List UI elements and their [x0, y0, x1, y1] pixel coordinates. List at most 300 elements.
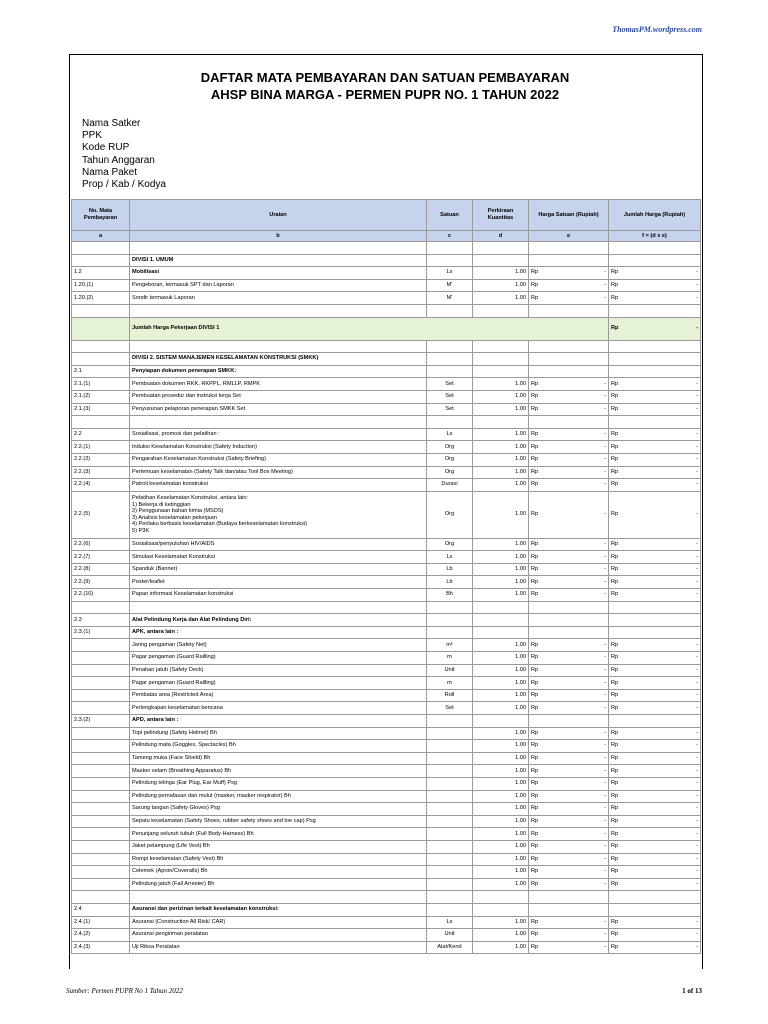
price-content	[611, 931, 698, 938]
price-content	[531, 881, 606, 888]
cell-jumlah	[609, 929, 701, 942]
currency-label: Rp	[531, 405, 539, 412]
table-row	[72, 815, 701, 828]
cell-kuantitas: 1.00	[473, 453, 529, 466]
price-content	[531, 856, 606, 863]
empty-cell	[427, 242, 473, 255]
amount-value: -	[604, 818, 606, 825]
cell-jumlah	[609, 878, 701, 891]
table-row	[72, 740, 701, 753]
currency-label: Rp	[531, 641, 539, 648]
code-b: b	[130, 231, 427, 242]
currency-label: Rp	[611, 294, 619, 301]
cell-satuan: Alat/Kend	[427, 941, 473, 954]
amount-value: -	[604, 282, 606, 289]
currency-label: Rp	[531, 540, 539, 547]
price-content	[611, 282, 698, 289]
table-row	[72, 765, 701, 778]
cell-satuan: m²	[427, 639, 473, 652]
currency-label: Rp	[531, 578, 539, 585]
table-row	[72, 378, 701, 391]
cell-harga	[529, 365, 609, 378]
currency-label: Rp	[611, 666, 619, 673]
cell-satuan	[427, 365, 473, 378]
price-content	[611, 444, 698, 451]
cell-satuan: m	[427, 652, 473, 665]
table-row	[72, 353, 701, 366]
cell-no	[72, 677, 130, 690]
amount-value: -	[696, 540, 698, 547]
amount-value: -	[604, 843, 606, 850]
cell-kuantitas: 1.00	[473, 639, 529, 652]
currency-label: Rp	[531, 431, 539, 438]
cell-harga	[529, 803, 609, 816]
currency-label: Rp	[531, 566, 539, 573]
cell-no: 2.2.(2)	[72, 453, 130, 466]
table-row	[72, 466, 701, 479]
code-a: a	[72, 231, 130, 242]
cell-jumlah	[609, 378, 701, 391]
currency-label: Rp	[611, 468, 619, 475]
cell-kuantitas: 1.00	[473, 576, 529, 589]
cell-jumlah	[609, 551, 701, 564]
amount-value: -	[604, 393, 606, 400]
amount-value: -	[696, 767, 698, 774]
price-content	[611, 325, 698, 332]
cell-jumlah	[609, 428, 701, 441]
cell-jumlah	[609, 538, 701, 551]
table-row	[72, 941, 701, 954]
table-row	[72, 752, 701, 765]
amount-value: -	[696, 641, 698, 648]
code-d: d	[473, 231, 529, 242]
table-row	[72, 441, 701, 454]
cell-kuantitas: 1.00	[473, 428, 529, 441]
price-content	[611, 705, 698, 712]
cell-jumlah	[609, 752, 701, 765]
price-content	[611, 642, 698, 649]
currency-label: Rp	[531, 755, 539, 762]
header-no: No. Mata Pembayaran	[72, 200, 130, 231]
price-content	[611, 944, 698, 951]
table-row	[72, 903, 701, 916]
blank-row	[72, 242, 701, 255]
table-row	[72, 365, 701, 378]
table-row	[72, 428, 701, 441]
cell-uraian: Pertemuan keselamatan (Safety Talk dan/atau Tool Box Meeting)	[130, 466, 427, 479]
table-row	[72, 538, 701, 551]
amount-value: -	[604, 641, 606, 648]
table-row	[72, 715, 701, 728]
empty-cell	[529, 340, 609, 353]
cell-harga	[529, 441, 609, 454]
code-f: f = (d x e)	[609, 231, 701, 242]
cell-harga	[529, 727, 609, 740]
amount-value: -	[696, 566, 698, 573]
cell-uraian: DIVISI 2. SISTEM MANAJEMEN KESELAMATAN KONSTRUKSI (SMKK)	[130, 353, 427, 366]
cell-uraian: Sosialisasi, promosi dan pelatihan :	[130, 428, 427, 441]
cell-uraian: Sosialisasi/penyuluhan HIV/AIDS	[130, 538, 427, 551]
currency-label: Rp	[611, 780, 619, 787]
price-content	[611, 554, 698, 561]
cell-harga	[529, 254, 609, 267]
price-content	[611, 456, 698, 463]
price-content	[531, 469, 606, 476]
currency-label: Rp	[611, 578, 619, 585]
cell-no: 1.20.(2)	[72, 292, 130, 305]
currency-label: Rp	[531, 511, 539, 518]
empty-cell	[609, 304, 701, 317]
cell-satuan	[427, 777, 473, 790]
cell-harga	[529, 639, 609, 652]
empty-cell	[473, 601, 529, 614]
amount-value: -	[604, 830, 606, 837]
amount-value: -	[696, 269, 698, 276]
cell-uraian: Pelindung jatuh (Fall Arrester) Bh	[130, 878, 427, 891]
meta-fields	[82, 118, 166, 191]
cell-satuan: Org	[427, 441, 473, 454]
currency-label: Rp	[531, 805, 539, 812]
cell-satuan	[427, 815, 473, 828]
empty-cell	[609, 340, 701, 353]
cell-harga	[529, 689, 609, 702]
cell-uraian: APD, antara lain :	[130, 715, 427, 728]
amount-value: -	[696, 918, 698, 925]
table-header-row	[72, 200, 701, 231]
empty-cell	[130, 340, 427, 353]
cell-no	[72, 840, 130, 853]
cell-jumlah	[609, 941, 701, 954]
cell-harga	[529, 626, 609, 639]
table-row	[72, 702, 701, 715]
blank-row	[72, 304, 701, 317]
currency-label: Rp	[531, 393, 539, 400]
cell-satuan: Lb	[427, 576, 473, 589]
cell-jumlah	[609, 267, 701, 280]
blank-row	[72, 891, 701, 904]
cell-satuan: M'	[427, 292, 473, 305]
cell-no	[72, 689, 130, 702]
cell-harga	[529, 664, 609, 677]
cell-no: 2.3	[72, 614, 130, 627]
price-content	[531, 768, 606, 775]
cell-jumlah	[609, 803, 701, 816]
currency-label: Rp	[611, 843, 619, 850]
meta-nama-paket: Nama Paket	[82, 166, 138, 178]
amount-value: -	[696, 325, 698, 332]
cell-jumlah	[609, 652, 701, 665]
cell-jumlah	[609, 715, 701, 728]
cell-harga	[529, 702, 609, 715]
table-row	[72, 453, 701, 466]
currency-label: Rp	[531, 654, 539, 661]
currency-label: Rp	[531, 468, 539, 475]
amount-value: -	[604, 591, 606, 598]
amount-value: -	[696, 282, 698, 289]
cell-jumlah	[609, 765, 701, 778]
cell-kuantitas	[473, 365, 529, 378]
cell-satuan	[427, 878, 473, 891]
cell-no	[72, 765, 130, 778]
cell-satuan: m	[427, 677, 473, 690]
cell-jumlah	[609, 903, 701, 916]
empty-cell	[72, 304, 130, 317]
cell-kuantitas: 1.00	[473, 403, 529, 416]
cell-jumlah	[609, 626, 701, 639]
currency-label: Rp	[611, 641, 619, 648]
price-content	[611, 831, 698, 838]
price-content	[611, 381, 698, 388]
cell-kuantitas	[473, 353, 529, 366]
cell-kuantitas: 1.00	[473, 479, 529, 492]
cell-jumlah	[609, 563, 701, 576]
amount-value: -	[604, 468, 606, 475]
cell-no: 2.4.(3)	[72, 941, 130, 954]
cell-harga	[529, 790, 609, 803]
currency-label: Rp	[531, 692, 539, 699]
amount-value: -	[696, 468, 698, 475]
cell-kuantitas: 1.00	[473, 878, 529, 891]
cell-jumlah	[609, 840, 701, 853]
cell-uraian: Jaket pelampung (Life Vest) Bh	[130, 840, 427, 853]
title-line-1: DAFTAR MATA PEMBAYARAN DAN SATUAN PEMBAYARAN	[200, 70, 570, 85]
cell-kuantitas: 1.00	[473, 803, 529, 816]
price-content	[611, 742, 698, 749]
cell-harga	[529, 428, 609, 441]
price-content	[531, 919, 606, 926]
cell-uraian: Uji Riksa Peralatan	[130, 941, 427, 954]
cell-kuantitas	[473, 903, 529, 916]
currency-label: Rp	[611, 729, 619, 736]
empty-cell	[529, 891, 609, 904]
amount-value: -	[696, 511, 698, 518]
cell-no	[72, 727, 130, 740]
cell-kuantitas: 1.00	[473, 727, 529, 740]
price-content	[531, 730, 606, 737]
currency-label: Rp	[611, 405, 619, 412]
table-row	[72, 727, 701, 740]
price-content	[611, 431, 698, 438]
price-content	[531, 282, 606, 289]
empty-cell	[130, 601, 427, 614]
amount-value: -	[604, 742, 606, 749]
cell-satuan: Set	[427, 390, 473, 403]
currency-label: Rp	[531, 792, 539, 799]
price-content	[611, 843, 698, 850]
price-content	[611, 406, 698, 413]
cell-uraian: Asuransi pengiriman peralatan	[130, 929, 427, 942]
cell-satuan	[427, 803, 473, 816]
cell-no	[72, 752, 130, 765]
currency-label: Rp	[611, 393, 619, 400]
amount-value: -	[696, 553, 698, 560]
uraian-line: 4) Perilaku berbasis keselamatan (Budaya berkeselamatan konstruksi)	[132, 521, 308, 528]
cell-jumlah	[609, 292, 701, 305]
price-content	[611, 755, 698, 762]
price-content	[611, 768, 698, 775]
empty-cell	[72, 416, 130, 429]
amount-value: -	[604, 456, 606, 463]
price-content	[531, 579, 606, 586]
cell-harga	[529, 563, 609, 576]
cell-no	[72, 254, 130, 267]
blank-row	[72, 340, 701, 353]
cell-uraian: Pelindung telinga (Ear Plug, Ear Muff) Psg	[130, 777, 427, 790]
cell-kuantitas: 1.00	[473, 815, 529, 828]
cell-no: 2.2.(4)	[72, 479, 130, 492]
price-content	[531, 868, 606, 875]
cell-jumlah	[609, 466, 701, 479]
amount-value: -	[696, 443, 698, 450]
currency-label: Rp	[531, 855, 539, 862]
header-jumlah: Jumlah Harga (Rupiah)	[609, 200, 701, 231]
cell-satuan	[427, 353, 473, 366]
price-content	[531, 554, 606, 561]
cell-no: 2.3.(2)	[72, 715, 130, 728]
cell-jumlah	[609, 365, 701, 378]
cell-harga	[529, 916, 609, 929]
cell-no: 2.2.(3)	[72, 466, 130, 479]
currency-label: Rp	[611, 380, 619, 387]
cell-no: 2.1.(2)	[72, 390, 130, 403]
empty-cell	[529, 304, 609, 317]
price-content	[611, 654, 698, 661]
cell-kuantitas: 1.00	[473, 740, 529, 753]
amount-value: -	[696, 666, 698, 673]
cell-harga	[529, 403, 609, 416]
cell-no	[72, 353, 130, 366]
currency-label: Rp	[611, 269, 619, 276]
currency-label: Rp	[611, 443, 619, 450]
table-row	[72, 626, 701, 639]
cell-kuantitas: 1.00	[473, 267, 529, 280]
cell-satuan: Set	[427, 403, 473, 416]
currency-label: Rp	[531, 818, 539, 825]
currency-label: Rp	[611, 931, 619, 938]
cell-jumlah	[609, 664, 701, 677]
cell-jumlah	[609, 317, 701, 340]
cell-no: 1.20.(1)	[72, 279, 130, 292]
empty-cell	[427, 304, 473, 317]
amount-value: -	[696, 855, 698, 862]
currency-label: Rp	[611, 325, 619, 332]
price-content	[531, 566, 606, 573]
amount-value: -	[604, 943, 606, 950]
cell-uraian: Induksi Keselamatan Konstruksi (Safety Induction)	[130, 441, 427, 454]
price-content	[531, 944, 606, 951]
cell-uraian: Pembatas area (Restricted Area)	[130, 689, 427, 702]
amount-value: -	[604, 405, 606, 412]
table-row	[72, 614, 701, 627]
cell-harga	[529, 279, 609, 292]
cell-jumlah	[609, 916, 701, 929]
amount-value: -	[696, 481, 698, 488]
meta-kode-rup: Kode RUP	[82, 142, 130, 154]
cell-no: 2.2.(5)	[72, 491, 130, 538]
cell-satuan: Org	[427, 466, 473, 479]
amount-value: -	[696, 654, 698, 661]
cell-jumlah	[609, 740, 701, 753]
cell-no	[72, 777, 130, 790]
cell-harga	[529, 551, 609, 564]
uraian-line: 2) Penggunaan bahan kimia (MSDS)	[132, 508, 224, 515]
cell-harga	[529, 828, 609, 841]
cell-kuantitas	[473, 626, 529, 639]
site-watermark: ThomasPM.wordpress.com	[612, 25, 702, 34]
cell-jumlah	[609, 639, 701, 652]
amount-value: -	[696, 881, 698, 888]
currency-label: Rp	[611, 918, 619, 925]
amount-value: -	[604, 792, 606, 799]
price-content	[611, 481, 698, 488]
price-content	[611, 511, 698, 518]
cell-no	[72, 828, 130, 841]
price-content	[611, 541, 698, 548]
price-content	[531, 295, 606, 302]
price-content	[611, 269, 698, 276]
cell-satuan: Unit	[427, 929, 473, 942]
price-content	[531, 456, 606, 463]
cell-no: 2.2.(1)	[72, 441, 130, 454]
header-satuan: Satuan	[427, 200, 473, 231]
cell-harga	[529, 929, 609, 942]
cell-harga	[529, 840, 609, 853]
cell-satuan: Ls	[427, 428, 473, 441]
currency-label: Rp	[531, 481, 539, 488]
cell-uraian: Pelindung mata (Goggles, Spectacles) Bh	[130, 740, 427, 753]
meta-nama-satker: Nama Satker	[82, 118, 141, 129]
currency-label: Rp	[531, 943, 539, 950]
cell-jumlah	[609, 589, 701, 602]
price-content	[531, 805, 606, 812]
cell-satuan	[427, 853, 473, 866]
cell-jumlah	[609, 254, 701, 267]
currency-label: Rp	[611, 805, 619, 812]
cell-satuan: Set	[427, 378, 473, 391]
cell-no	[72, 652, 130, 665]
price-content	[531, 680, 606, 687]
table-row	[72, 563, 701, 576]
price-content	[611, 469, 698, 476]
amount-value: -	[604, 855, 606, 862]
cell-uraian: Tameng muka (Face Shield) Bh	[130, 752, 427, 765]
price-content	[531, 511, 606, 518]
table-row	[72, 853, 701, 866]
cell-no: 2.3.(1)	[72, 626, 130, 639]
amount-value: -	[604, 654, 606, 661]
cell-harga	[529, 765, 609, 778]
amount-value: -	[604, 868, 606, 875]
amount-value: -	[696, 729, 698, 736]
cell-kuantitas: 1.00	[473, 491, 529, 538]
amount-value: -	[604, 481, 606, 488]
cell-jumlah	[609, 727, 701, 740]
cell-uraian: Pagar pengaman (Guard Railling)	[130, 677, 427, 690]
cell-kuantitas	[473, 254, 529, 267]
table-row	[72, 929, 701, 942]
cell-kuantitas: 1.00	[473, 441, 529, 454]
cell-no	[72, 664, 130, 677]
cell-satuan: Roll	[427, 689, 473, 702]
table-row	[72, 390, 701, 403]
currency-label: Rp	[611, 855, 619, 862]
empty-cell	[427, 340, 473, 353]
amount-value: -	[696, 578, 698, 585]
cell-satuan: Durasi	[427, 479, 473, 492]
currency-label: Rp	[611, 431, 619, 438]
table-row	[72, 677, 701, 690]
table-row	[72, 576, 701, 589]
